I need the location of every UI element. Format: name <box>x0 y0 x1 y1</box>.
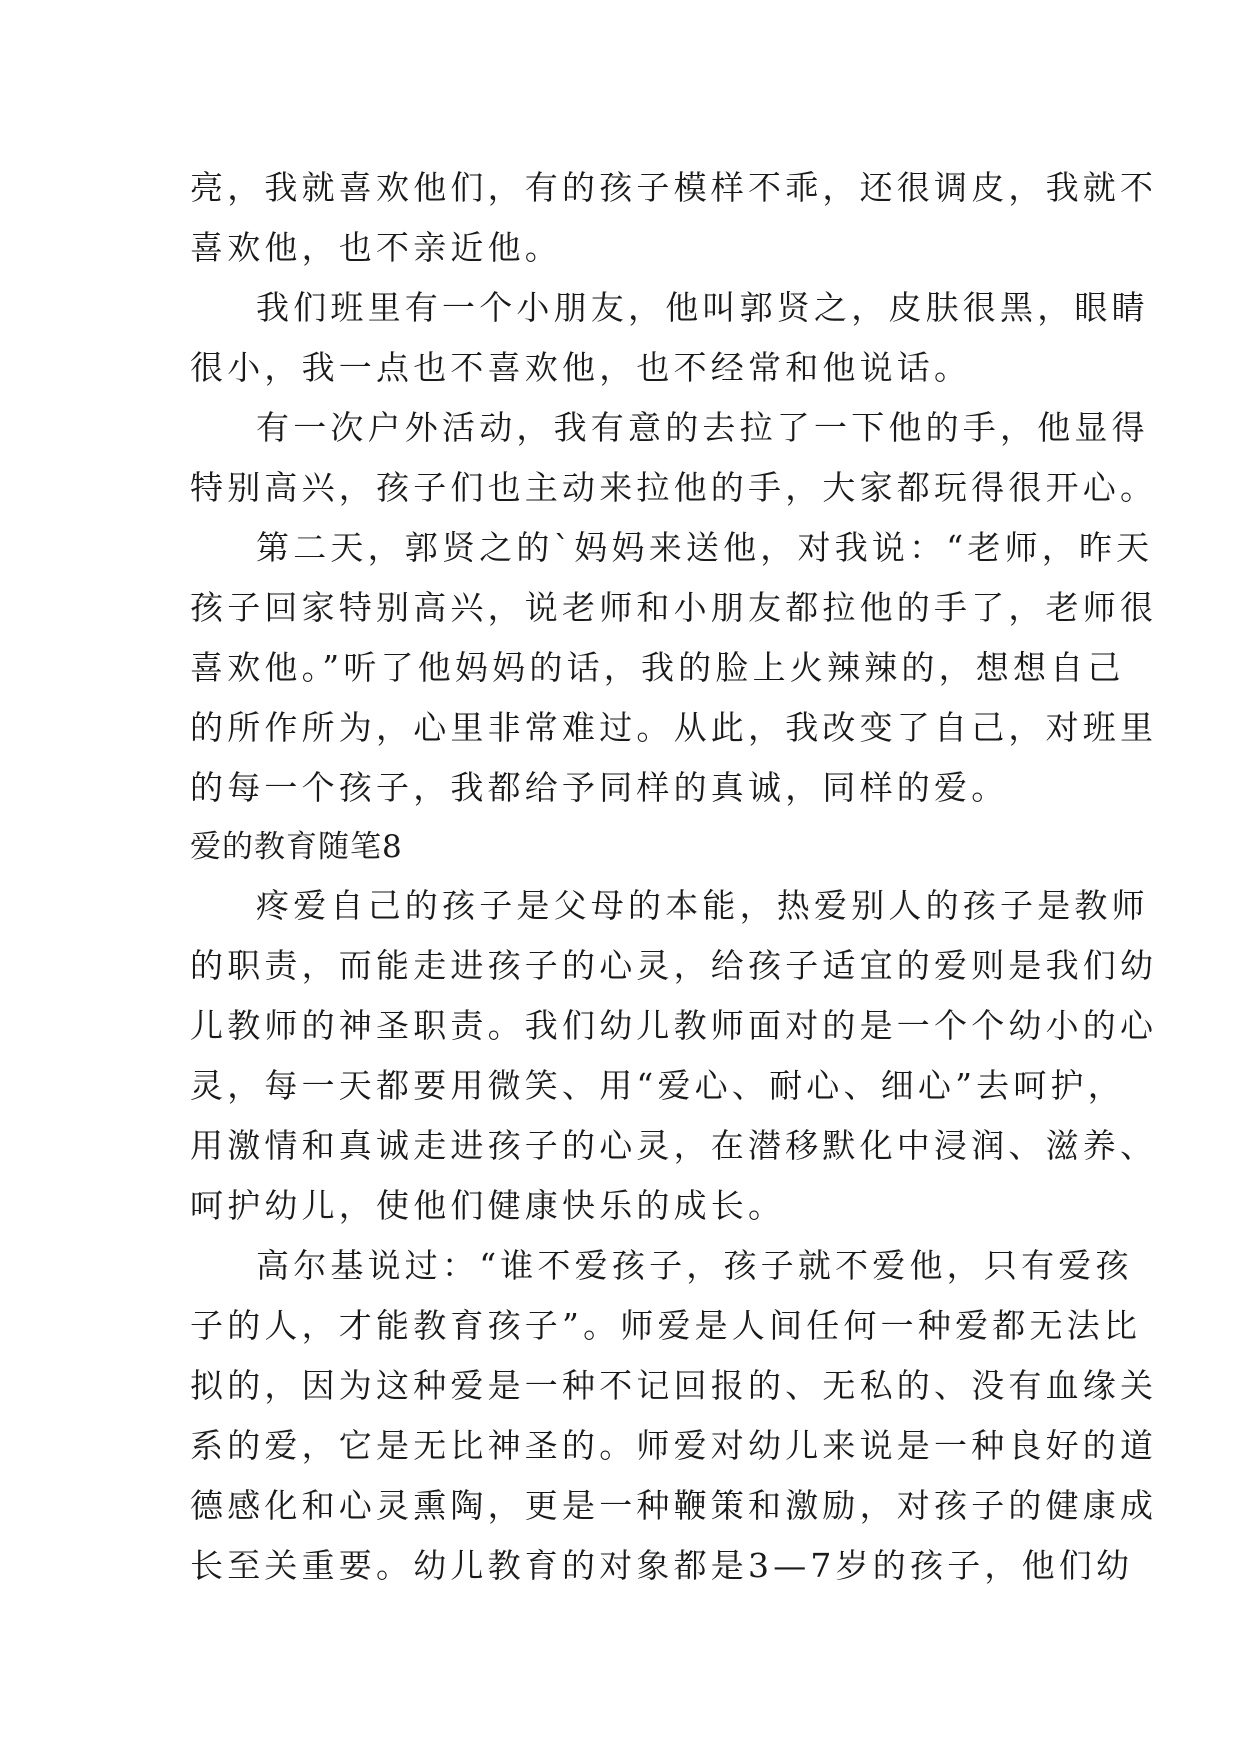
paragraph-5 <box>190 876 1158 1236</box>
text-line: 喜欢他，也不亲近他。 <box>190 228 562 267</box>
text-line: 亮，我就喜欢他们，有的孩子模样不乖，还很调皮，我就不 <box>190 168 1158 207</box>
text-line: 疼爱自己的孩子是父母的本能，热爱别人的孩子是教师 <box>256 886 1149 925</box>
paragraph-6 <box>190 1236 1158 1596</box>
paragraph-3 <box>190 398 1158 518</box>
text-line: 喜欢他。”听了他妈妈的话，我的脸上火辣辣的，想想自己 <box>190 648 1125 687</box>
text-line: 灵，每一天都要用微笑、用“爱心、耐心、细心”去呵护， <box>190 1066 1125 1105</box>
text-line: 很小，我一点也不喜欢他，也不经常和他说话。 <box>190 348 972 387</box>
section-heading: 爱的教育随笔8 <box>190 829 403 865</box>
document-page <box>190 158 1158 1596</box>
paragraph-4 <box>190 518 1158 818</box>
text-line: 特别高兴，孩子们也主动来拉他的手，大家都玩得很开心。 <box>190 468 1158 507</box>
text-line: 的每一个孩子，我都给予同样的真诚，同样的爱。 <box>190 768 1009 807</box>
text-line: 的职责，而能走进孩子的心灵，给孩子适宜的爱则是我们幼 <box>190 946 1158 985</box>
text-line: 的所作所为，心里非常难过。从此，我改变了自己，对班里 <box>190 708 1158 747</box>
paragraph-2 <box>190 278 1149 398</box>
text-line: 有一次户外活动，我有意的去拉了一下他的手，他显得 <box>256 408 1149 447</box>
text-line: 拟的，因为这种爱是一种不记回报的、无私的、没有血缘关 <box>190 1366 1158 1405</box>
text-line: 系的爱，它是无比神圣的。师爱对幼儿来说是一种良好的道 <box>190 1426 1158 1465</box>
text-line: 长至关重要。幼儿教育的对象都是3—7岁的孩子，他们幼 <box>190 1546 1134 1585</box>
text-line: 儿教师的神圣职责。我们幼儿教师面对的是一个个幼小的心 <box>190 1006 1158 1045</box>
text-line: 呵护幼儿，使他们健康快乐的成长。 <box>190 1186 786 1225</box>
text-line: 第二天，郭贤之的`妈妈来送他，对我说：“老师，昨天 <box>256 528 1154 567</box>
text-line: 用激情和真诚走进孩子的心灵，在潜移默化中浸润、滋养、 <box>190 1126 1158 1165</box>
text-line: 高尔基说过：“谁不爱孩子，孩子就不爱他，只有爱孩 <box>256 1246 1133 1285</box>
text-line: 孩子回家特别高兴，说老师和小朋友都拉他的手了，老师很 <box>190 588 1158 627</box>
text-line: 德感化和心灵熏陶，更是一种鞭策和激励，对孩子的健康成 <box>190 1486 1158 1525</box>
text-line: 我们班里有一个小朋友，他叫郭贤之，皮肤很黑，眼睛 <box>256 288 1149 327</box>
paragraph-1 <box>190 158 1158 278</box>
text-line: 子的人，才能教育孩子”。师爱是人间任何一种爱都无法比 <box>190 1306 1142 1345</box>
